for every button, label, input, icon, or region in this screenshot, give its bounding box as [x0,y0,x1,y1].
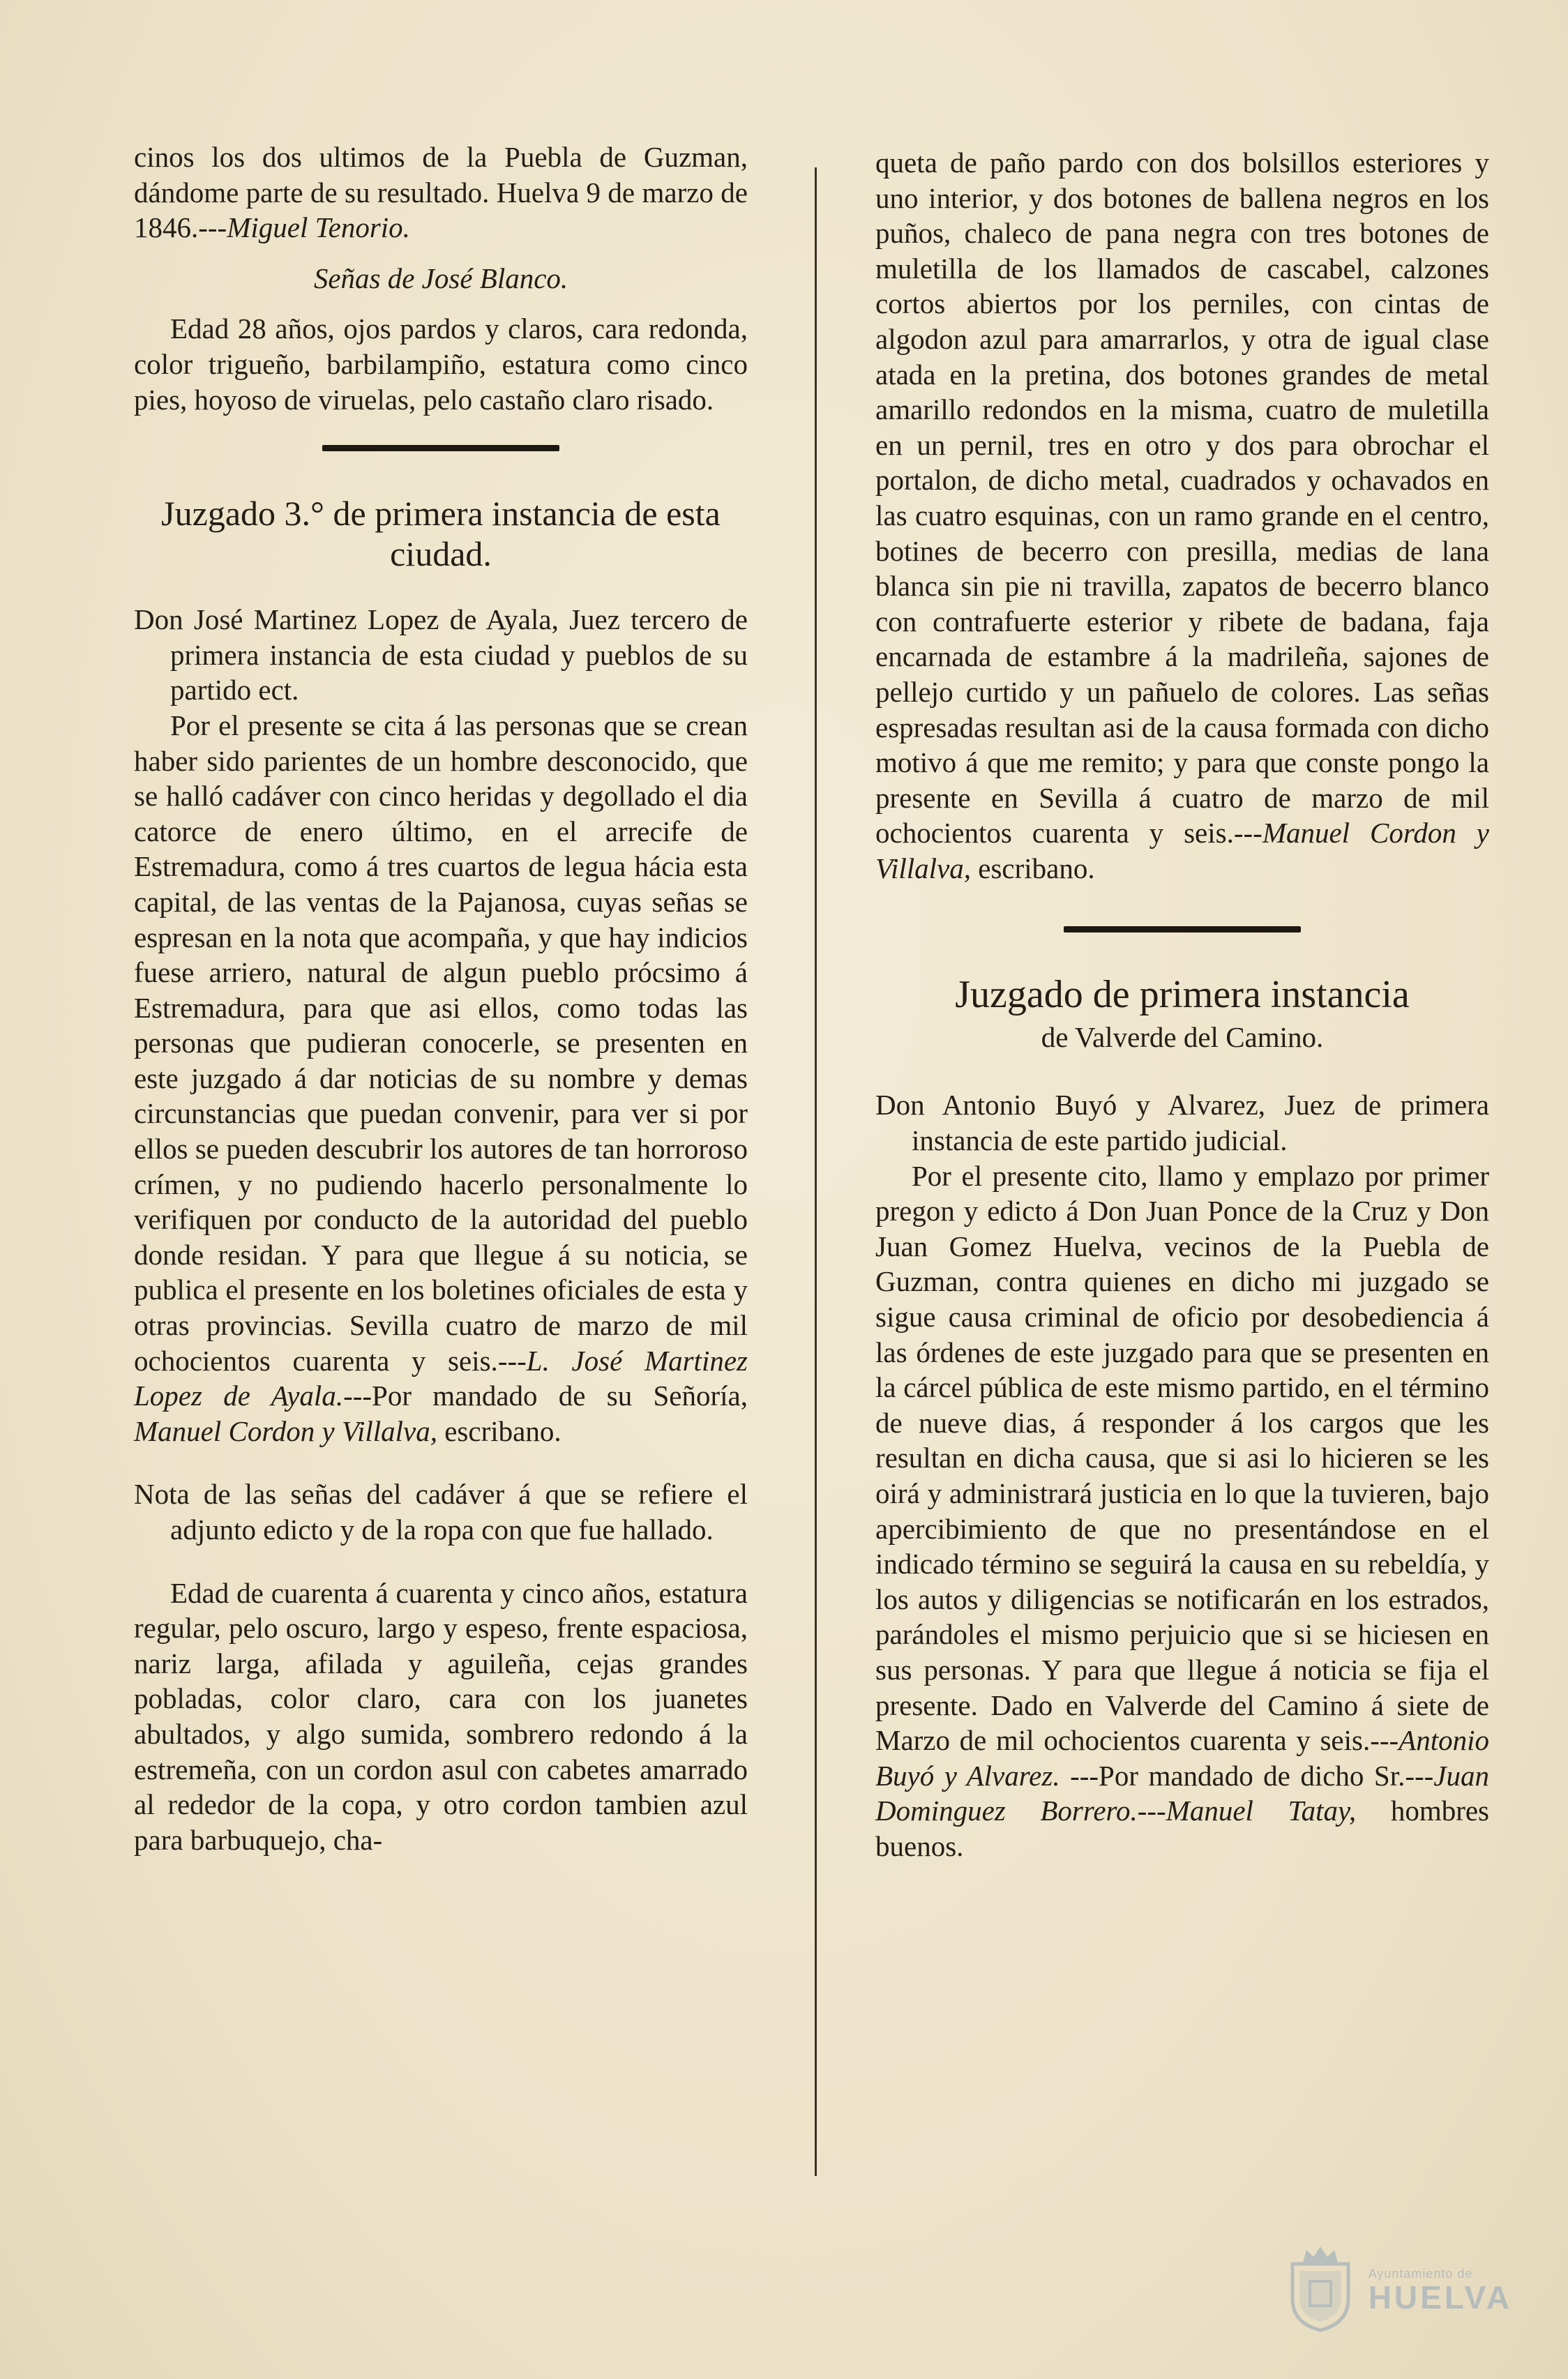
senas-text: Edad 28 años, ojos pardos y claros, cara redonda, color trigueño, barbilampiño, estatura como cinco pies, hoyoso de viruelas, pelo castaño claro risado. [134,312,748,416]
senas-heading: Señas de José Blanco. [313,262,568,294]
section-divider-right [1064,926,1301,932]
section-heading-valverde: Juzgado de primera instancia [955,973,1410,1017]
edict-text-left: Por el presente se cita á las personas que se crean haber sido parientes de un hombre desconocido, que se halló cadáver con cinco heridas y degollado el dia catorce de enero último, en el arrecife de Estremadura, como á tres cuartos de legua hácia esta capital, de las ventas de la Pajanosa, cuyas señas se espresan en la nota que acompaña, y que hay indicios fuese arriero, natural de algun pueblo prócsimo á Estremadura, para que asi ellos, como todas las personas que pudieran conocerle, se presenten en este juzgado á dar noticias de su nombre y demas circunstancias que puedan convenir, para ver si por ellos se pueden descubrir los autores de tan horroroso crímen, y no pudiendo hacerlo personalmente lo verifiquen por conducto de la autoridad del pueblo donde residan. Y para que llegue á su noticia, se publica el presente en los boletines oficiales de esta y otras provincias. Sevilla cuatro de marzo de mil ochocientos cuarenta y seis.---L. José Martinez Lopez de Ayala.---Por mandado de su Señoría, Manuel Cordon y Villalva, escribano. [134,709,748,1447]
section-subheading-valverde: de Valverde del Camino. [1041,1021,1324,1054]
coat-of-arms-icon [1282,2243,1359,2337]
judge-intro-left: Don José Martinez Lopez de Ayala, Juez tercero de primera instancia de esta ciudad y pueblos de su partido ect. [134,603,748,707]
opening-paragraph: cinos los dos ultimos de la Puebla de Guzman, dándome parte de su resultado. Huelva 9 de marzo de 1846.---Miguel Tenorio. [134,141,748,244]
huelva-watermark [1282,2243,1512,2337]
section-divider [322,445,559,451]
continuation-text: queta de paño pardo con dos bolsillos esteriores y uno interior, y dos botones de ballena negros en los puños, chaleco de pana negra con tres botones de muletilla de los llamados de cascabel, calzones cortos abiertos por los perniles, con cintas de algodon azul para amarrarlos, y otra de igual clase atada en la pretina, dos botones grandes de metal amarillo redondos en la misma, cuatro de muletilla en un pernil, tres en otro y dos para obrochar el portalon, de dicho metal, cuadrados y ochavados en las cuatro esquinas, con un ramo grande en el centro, botines de becerro con presilla, medias de lana blanca sin pie ni travilla, zapatos de becerro blanco con contrafuerte esterior y ribete de badana, faja encarnada de estambre á la madrileña, sajones de pellejo curtido y un pañuelo de colores. Las señas espresadas resultan asi de la causa formada con dicho motivo á que me remito; y para que conste pongo la presente en Sevilla á cuatro de marzo de mil ochocientos cuarenta y seis.---Manuel Cordon y Villalva, escribano. [875,146,1489,884]
section-heading-juzgado-3: Juzgado 3.° de primera instancia de esta ciudad. [161,494,721,574]
cadaver-description: Edad de cuarenta á cuarenta y cinco años, estatura regular, pelo oscuro, largo y espeso, frente espaciosa, nariz larga, afilada y aguileña, cejas grandes pobladas, color claro, cara con los juanetes abultados, y algo sumida, sombrero redondo á la estremeña, con un cordon asul con cabetes amarrado al rededor de la copa, y otro cordon tambien azul para barbuquejo, cha- [134,1576,748,1856]
left-column [134,139,748,1857]
judge-intro-right: Don Antonio Buyó y Alvarez, Juez de primera instancia de este partido judicial. [875,1089,1489,1157]
column-rule [815,167,817,2176]
edict-text-right: Por el presente cito, llamo y emplazo por primer pregon y edicto á Don Juan Ponce de la Cruz y Don Juan Gomez Huelva, vecinos de la Puebla de Guzman, contra quienes en dicho mi juzgado se sigue causa criminal de oficio por desobediencia á las órdenes de este juzgado para que se presenten en la cárcel pública de este mismo partido, en el término de nueve dias, á responder á los cargos que les resultan en dicha causa, que si asi lo hicieren se les oirá y administrará justicia en lo que la tuvieren, bajo apercibimiento de que no presentándose en el indicado término se seguirá la causa en su rebeldía, y los autos y diligencias se notificarán en los estrados, parándoles el mismo perjuicio que si se hiciesen en sus personas. Y para que llegue á noticia se fija el presente. Dado en Valverde del Camino á siete de Marzo de mil ochocientos cuarenta y seis.---Antonio Buyó y Alvarez. ---Por mandado de dicho Sr.---Juan Dominguez Borrero.---Manuel Tatay, hombres buenos. [875,1159,1490,1862]
watermark-big-text: HUELVA [1368,2279,1512,2316]
right-column [875,145,1489,1864]
nota-intro: Nota de las señas del cadáver á que se refiere el adjunto edicto y de la ropa con que fue hallado. [134,1478,748,1546]
watermark-small-text: Ayuntamiento de [1368,2267,1473,2281]
opening-signature: ---Miguel Tenorio. [198,211,410,244]
